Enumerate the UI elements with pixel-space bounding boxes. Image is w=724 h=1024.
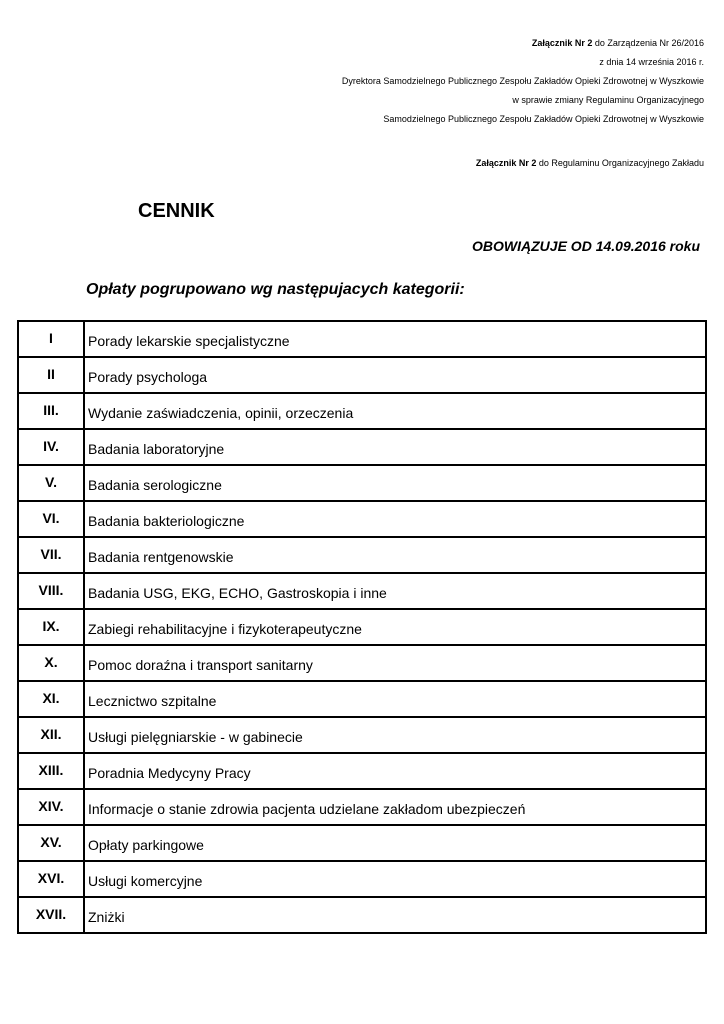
- category-number: XII.: [18, 717, 84, 753]
- category-number: III.: [18, 393, 84, 429]
- category-number: XVI.: [18, 861, 84, 897]
- category-label: Zniżki: [84, 897, 706, 933]
- table-row: [18, 465, 706, 501]
- category-number: XI.: [18, 681, 84, 717]
- category-label: Badania USG, EKG, ECHO, Gastroskopia i inne: [84, 573, 706, 609]
- category-label: Pomoc doraźna i transport sanitarny: [84, 645, 706, 681]
- document-header: [342, 34, 704, 129]
- page-title: CENNIK: [138, 200, 215, 222]
- table-row: [18, 537, 706, 573]
- category-number: I: [18, 321, 84, 357]
- header-annex-rest: do Zarządzenia Nr 26/2016: [592, 38, 704, 48]
- category-label: Zabiegi rehabilitacyjne i fizykoterapeutyczne: [84, 609, 706, 645]
- category-label: Poradnia Medycyny Pracy: [84, 753, 706, 789]
- table-row: [18, 429, 706, 465]
- category-label: Porady psychologa: [84, 357, 706, 393]
- header-line-2: z dnia 14 września 2016 r.: [599, 57, 704, 67]
- categories-table: [17, 320, 707, 934]
- category-label: Badania rentgenowskie: [84, 537, 706, 573]
- validity-date: OBOWIĄZUJE OD 14.09.2016 roku: [472, 238, 700, 254]
- category-number: XVII.: [18, 897, 84, 933]
- category-label: Wydanie zaświadczenia, opinii, orzeczenia: [84, 393, 706, 429]
- category-label: Badania serologiczne: [84, 465, 706, 501]
- category-number: IV.: [18, 429, 84, 465]
- category-label: Informacje o stanie zdrowia pacjenta udzielane zakładom ubezpieczeń: [84, 789, 706, 825]
- category-number: VIII.: [18, 573, 84, 609]
- category-number: XIV.: [18, 789, 84, 825]
- category-label: Usługi pielęgniarskie - w gabinecie: [84, 717, 706, 753]
- category-number: XIII.: [18, 753, 84, 789]
- category-label: Badania laboratoryjne: [84, 429, 706, 465]
- table-row: [18, 501, 706, 537]
- table-row: [18, 573, 706, 609]
- category-number: V.: [18, 465, 84, 501]
- table-row: [18, 789, 706, 825]
- category-label: Opłaty parkingowe: [84, 825, 706, 861]
- table-row: [18, 321, 706, 357]
- category-number: X.: [18, 645, 84, 681]
- annex-label: Załącznik Nr 2: [475, 158, 537, 168]
- category-number: II: [18, 357, 84, 393]
- category-number: IX.: [18, 609, 84, 645]
- category-number: VI.: [18, 501, 84, 537]
- annex-reference: [476, 155, 704, 171]
- table-row: [18, 609, 706, 645]
- table-row: [18, 825, 706, 861]
- header-line-5: Samodzielnego Publicznego Zespołu Zakładów Opieki Zdrowotnej w Wyszkowie: [383, 114, 704, 124]
- category-label: Lecznictwo szpitalne: [84, 681, 706, 717]
- category-label: Badania bakteriologiczne: [84, 501, 706, 537]
- table-row: [18, 681, 706, 717]
- table-row: [18, 357, 706, 393]
- header-line-1: [342, 34, 704, 53]
- category-number: XV.: [18, 825, 84, 861]
- table-row: [18, 897, 706, 933]
- header-annex-label: Załącznik Nr 2: [531, 38, 593, 48]
- category-label: Usługi komercyjne: [84, 861, 706, 897]
- table-row: [18, 717, 706, 753]
- table-row: [18, 861, 706, 897]
- header-line-4: w sprawie zmiany Regulaminu Organizacyjnego: [512, 95, 704, 105]
- category-label: Porady lekarskie specjalistyczne: [84, 321, 706, 357]
- annex-rest: do Regulaminu Organizacyjnego Zakładu: [536, 158, 704, 168]
- categories-table-body: [18, 321, 706, 933]
- table-row: [18, 393, 706, 429]
- table-row: [18, 645, 706, 681]
- table-row: [18, 753, 706, 789]
- category-number: VII.: [18, 537, 84, 573]
- header-line-3: Dyrektora Samodzielnego Publicznego Zespołu Zakładów Opieki Zdrowotnej w Wyszkowie: [341, 76, 704, 86]
- intro-heading: Opłaty pogrupowano wg następujacych kategorii:: [86, 281, 465, 298]
